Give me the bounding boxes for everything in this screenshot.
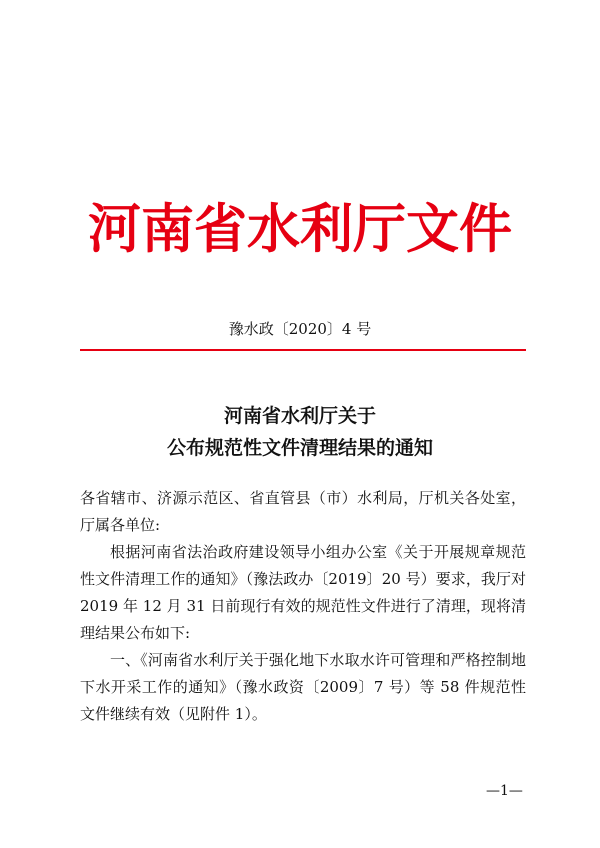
- document-body: [80, 485, 526, 728]
- notice-title-line-2: 公布规范性文件清理结果的通知: [166, 437, 433, 459]
- red-divider-line: [80, 349, 526, 351]
- body-paragraph-1: 根据河南省法治政府建设领导小组办公室《关于开展规章规范性文件清理工作的通知》（豫法政办〔2019〕20 号）要求，我厅对 2019 年 12 月 31 日前现行有效的规范性文件进行了清理，现将清理结果公布如下:: [80, 543, 526, 642]
- notice-title: [0, 400, 600, 464]
- document-header-title: 河南省水利厅文件: [88, 199, 512, 260]
- page-number: —1—: [486, 783, 523, 799]
- body-paragraph-2: 一、《河南省水利厅关于强化地下水取水许可管理和严格控制地下水开采工作的通知》（豫水政资〔2009〕7 号）等 58 件规范性文件继续有效（见附件 1）。: [80, 651, 526, 723]
- notice-title-line-1: 河南省水利厅关于: [223, 405, 376, 427]
- document-number: 豫水政〔2020〕4 号: [228, 320, 372, 338]
- salutation: 各省辖市、济源示范区、省直管县（市）水利局，厅机关各处室，厅属各单位:: [80, 489, 526, 534]
